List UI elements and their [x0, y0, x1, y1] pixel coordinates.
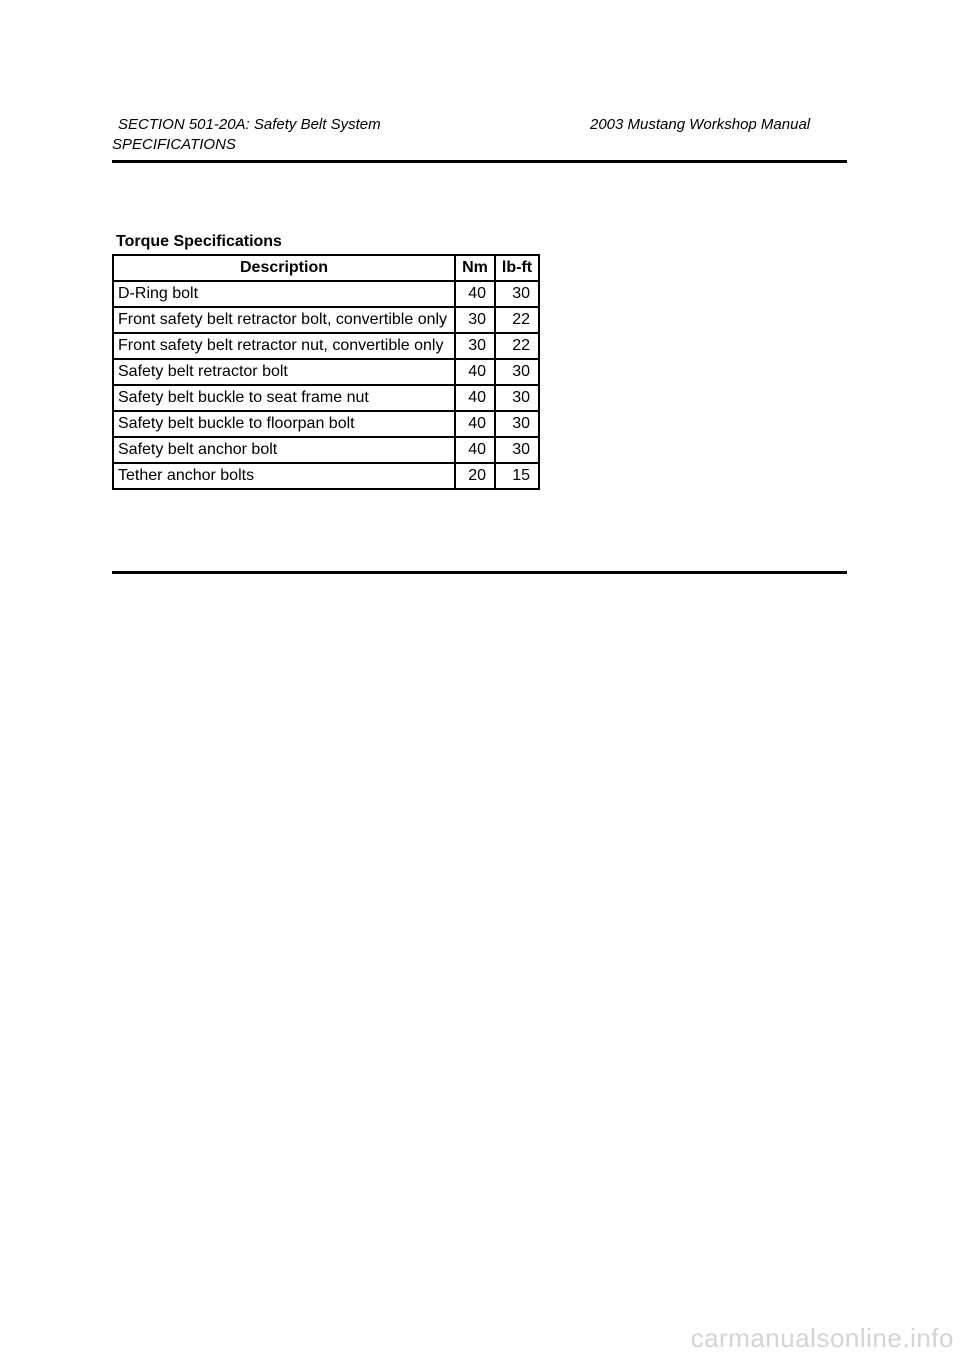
row-nm: 20: [455, 463, 495, 489]
row-description: D-Ring bolt: [113, 281, 455, 307]
column-header-description: Description: [113, 255, 455, 281]
row-description: Safety belt buckle to seat frame nut: [113, 385, 455, 411]
table-row: [113, 333, 539, 359]
row-nm: 30: [455, 333, 495, 359]
column-header-lbft: lb-ft: [495, 255, 539, 281]
row-description: Safety belt retractor bolt: [113, 359, 455, 385]
table-row: [113, 359, 539, 385]
row-nm: 40: [455, 411, 495, 437]
table-header-row: [113, 255, 539, 281]
row-lbft: 15: [495, 463, 539, 489]
manual-title: 2003 Mustang Workshop Manual: [590, 116, 811, 133]
table-row: [113, 385, 539, 411]
row-nm: 40: [455, 385, 495, 411]
table-title: Torque Specifications: [116, 233, 282, 250]
row-description: Front safety belt retractor nut, convertible only: [113, 333, 455, 359]
page-subtitle: SPECIFICATIONS: [112, 136, 236, 153]
row-nm: 40: [455, 281, 495, 307]
header-divider: [112, 160, 847, 163]
table-row: [113, 281, 539, 307]
row-lbft: 30: [495, 281, 539, 307]
row-lbft: 30: [495, 385, 539, 411]
section-title: SECTION 501-20A: Safety Belt System: [118, 116, 381, 133]
footer-divider: [112, 571, 847, 574]
row-lbft: 22: [495, 307, 539, 333]
table-row: [113, 437, 539, 463]
torque-spec-table: [112, 254, 540, 490]
column-header-nm: Nm: [455, 255, 495, 281]
row-description: Safety belt buckle to floorpan bolt: [113, 411, 455, 437]
row-nm: 40: [455, 437, 495, 463]
row-lbft: 30: [495, 411, 539, 437]
row-description: Safety belt anchor bolt: [113, 437, 455, 463]
row-nm: 30: [455, 307, 495, 333]
row-description: Tether anchor bolts: [113, 463, 455, 489]
row-nm: 40: [455, 359, 495, 385]
watermark: carmanualsonline.info: [690, 1323, 954, 1353]
row-lbft: 22: [495, 333, 539, 359]
row-lbft: 30: [495, 359, 539, 385]
table-row: [113, 411, 539, 437]
row-description: Front safety belt retractor bolt, convertible only: [113, 307, 455, 333]
row-lbft: 30: [495, 437, 539, 463]
table-row: [113, 463, 539, 489]
table-row: [113, 307, 539, 333]
